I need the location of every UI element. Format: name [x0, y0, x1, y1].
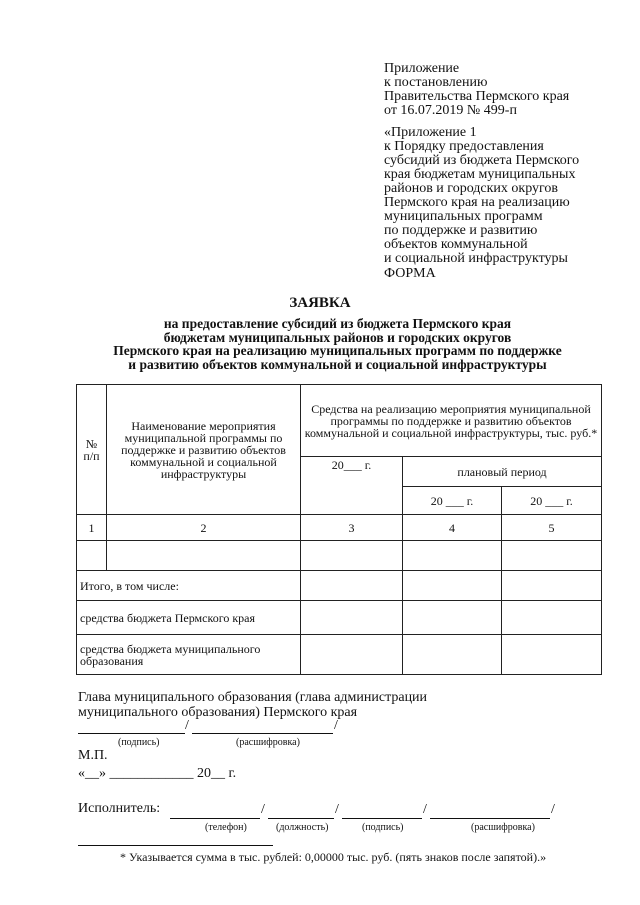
caption-position: (должность) — [276, 822, 329, 833]
table-cell — [301, 635, 403, 675]
appendix-line: к постановлению — [384, 75, 488, 90]
table-cell — [301, 601, 403, 635]
header-plan-year-1: 20 ___ г. — [403, 487, 502, 515]
procedure-line: и социальной инфраструктуры — [384, 251, 568, 266]
caption-signature: (подпись) — [362, 822, 404, 833]
appendix-line: Приложение — [384, 61, 460, 76]
table-cell — [502, 601, 602, 635]
caption-phone: (телефон) — [205, 822, 247, 833]
caption-decode: (расшифровка) — [236, 737, 300, 748]
procedure-line: Пермского края на реализацию — [384, 195, 570, 210]
executor-phone-field[interactable] — [170, 818, 260, 819]
table-cell — [301, 571, 403, 601]
column-number-2: 2 — [107, 515, 301, 541]
executor-decode-field[interactable] — [430, 818, 550, 819]
column-number-1: 1 — [77, 515, 107, 541]
appendix-line: от 16.07.2019 № 499-п — [384, 103, 517, 118]
footnote-divider — [78, 845, 273, 846]
head-signature-line: Глава муниципального образования (глава администрации — [78, 690, 428, 705]
procedure-line: субсидий из бюджета Пермского — [384, 153, 580, 168]
procedure-line: по поддержке и развитию — [384, 223, 538, 238]
appendix-reference — [384, 62, 569, 118]
table-cell — [403, 635, 502, 675]
table-cell — [403, 571, 502, 601]
header-planning-period: плановый период — [403, 457, 602, 487]
document-title: ЗАЯВКА — [289, 295, 351, 311]
separator-slash: / — [334, 718, 338, 733]
table-cell — [107, 541, 301, 571]
header-event-name: Наименование мероприятия муниципальной программы по поддержке и развитию объектов коммунальной и социальной инфраструктуры — [107, 385, 301, 515]
executor-position-field[interactable] — [268, 818, 334, 819]
date-field[interactable]: «__» ____________ 20__ г. — [78, 766, 237, 781]
header-number: № п/п — [77, 385, 107, 515]
table-cell — [502, 541, 602, 571]
table-cell — [301, 541, 403, 571]
table-cell — [502, 571, 602, 601]
separator-slash: / — [551, 802, 555, 817]
procedure-line: «Приложение 1 — [384, 125, 477, 140]
subtitle-line: бюджетам муниципальных районов и городских округов — [163, 329, 512, 345]
table-cell — [77, 541, 107, 571]
table-cell — [502, 635, 602, 675]
separator-slash: / — [185, 718, 189, 733]
executor-label: Исполнитель: — [78, 801, 161, 816]
table-cell — [403, 541, 502, 571]
procedure-line: муниципальных программ — [384, 209, 543, 224]
procedure-line: объектов коммунальной — [384, 237, 528, 252]
procedure-line: к Порядку предоставления — [384, 139, 544, 154]
subtitle-line: на предоставление субсидий из бюджета Пермского края — [163, 316, 512, 331]
row-regional-budget-label: средства бюджета Пермского края — [77, 601, 301, 635]
column-number-5: 5 — [502, 515, 602, 541]
procedure-line: края бюджетам муниципальных — [384, 167, 576, 182]
subtitle-line: Пермского края на реализацию муниципальных программ по поддержке — [113, 343, 562, 358]
appendix-line: Правительства Пермского края — [384, 89, 570, 104]
subtitle-line: и развитию объектов коммунальной и социальной инфраструктуры — [128, 356, 547, 372]
table-cell — [403, 601, 502, 635]
column-number-4: 4 — [403, 515, 502, 541]
separator-slash: / — [335, 802, 339, 817]
header-plan-year-2: 20 ___ г. — [502, 487, 602, 515]
separator-slash: / — [423, 802, 427, 817]
footnote: * Указывается сумма в тыс. рублей: 0,00000 тыс. руб. (пять знаков после запятой).» — [120, 850, 547, 864]
separator-slash: / — [261, 802, 265, 817]
form-label: ФОРМА — [384, 266, 436, 281]
seal-place: М.П. — [78, 748, 108, 763]
header-funds: Средства на реализацию мероприятия муниципальной программы по поддержке и развитию объектов коммунальной и социальной инфраструктуры, тыс. руб.* — [301, 385, 602, 457]
head-signature-line: муниципального образования) Пермского края — [78, 705, 358, 720]
procedure-reference — [384, 126, 579, 266]
head-signature-field[interactable] — [78, 733, 185, 734]
document-subtitle — [60, 317, 615, 371]
caption-signature: (подпись) — [118, 737, 160, 748]
row-total-label: Итого, в том числе: — [77, 571, 301, 601]
header-current-year: 20___ г. — [301, 457, 403, 515]
head-signature-label — [78, 690, 427, 720]
executor-signature-field[interactable] — [342, 818, 422, 819]
column-number-3: 3 — [301, 515, 403, 541]
procedure-line: районов и городских округов — [384, 181, 559, 196]
head-decode-field[interactable] — [192, 733, 333, 734]
row-municipal-budget-label: средства бюджета муниципального образования — [77, 635, 301, 675]
caption-decode: (расшифровка) — [471, 822, 535, 833]
application-table — [76, 384, 602, 675]
